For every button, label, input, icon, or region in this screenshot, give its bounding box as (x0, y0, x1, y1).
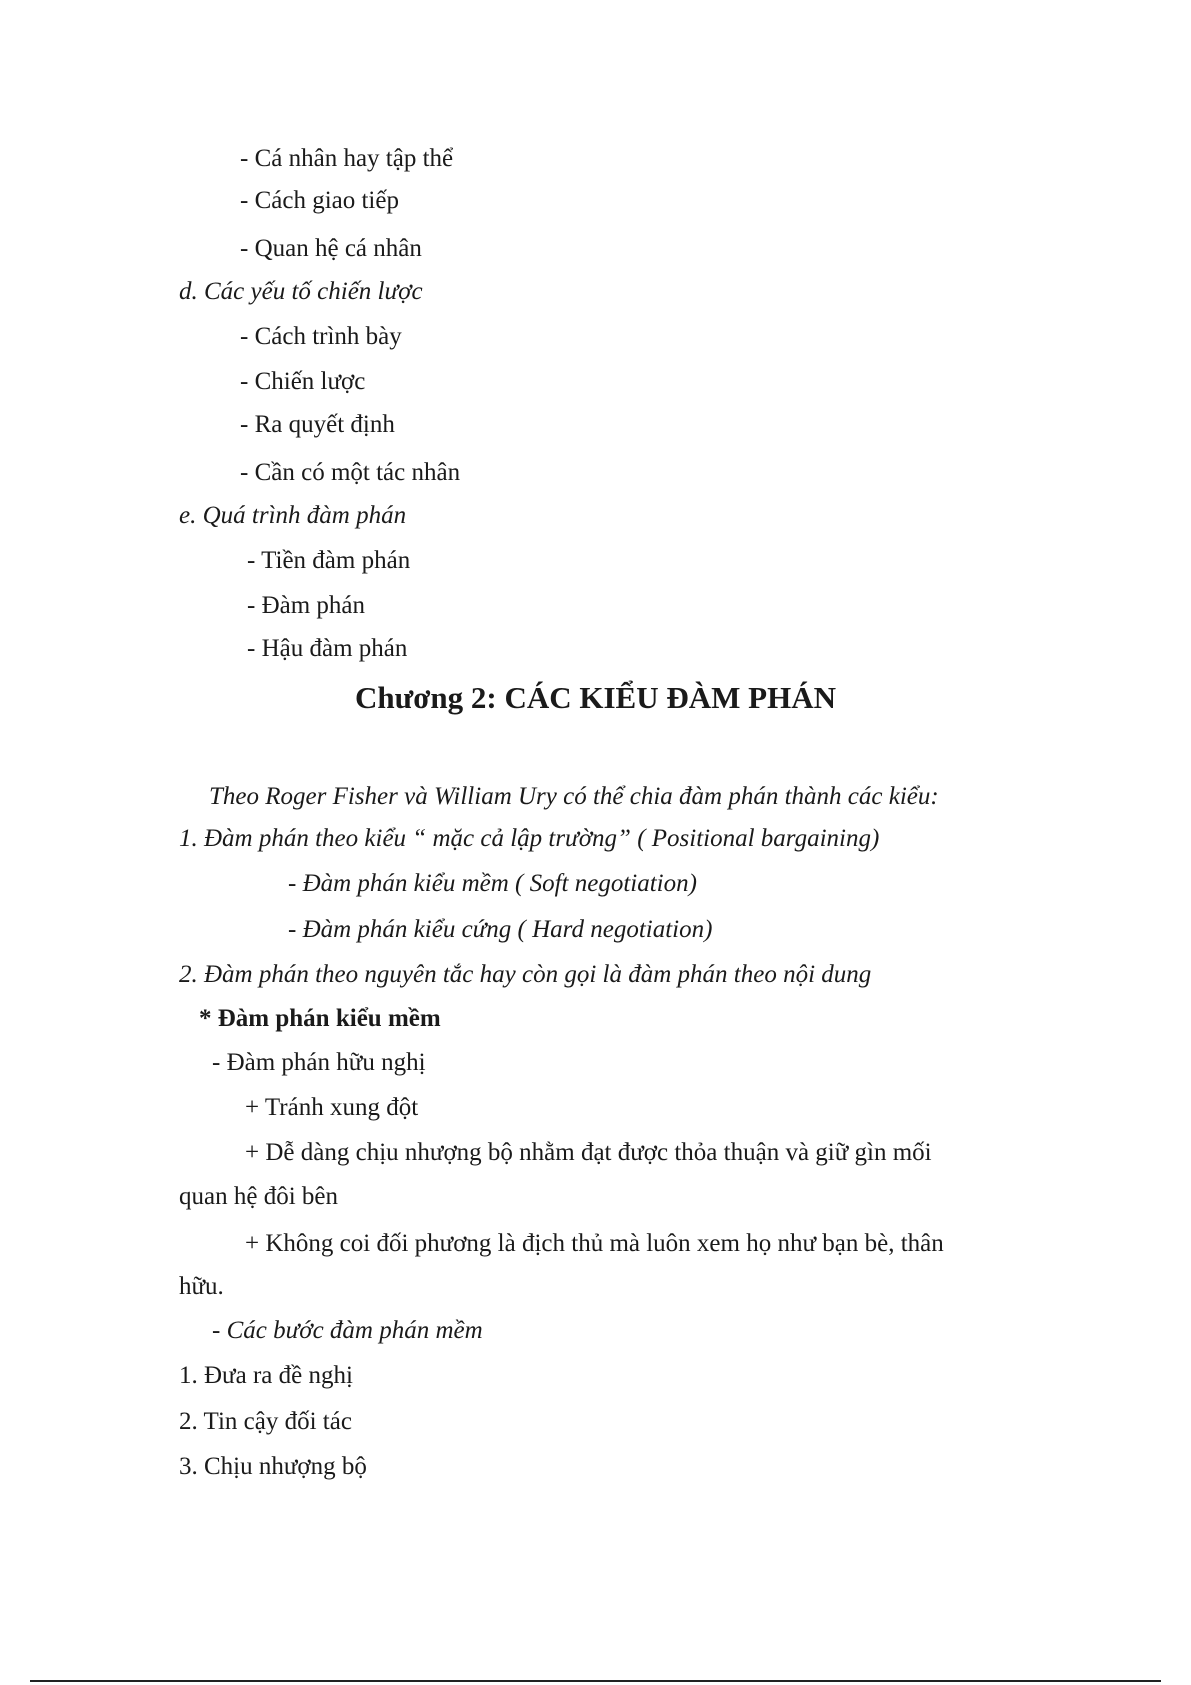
page-bottom-rule (30, 1680, 1161, 1682)
bold-heading: * Đàm phán kiểu mềm (199, 1005, 441, 1032)
list-item: - Cá nhân hay tập thể (240, 145, 454, 172)
list-item: - Đàm phán kiểu mềm ( Soft negotiation) (288, 870, 697, 897)
list-item: - Đàm phán hữu nghị (212, 1049, 426, 1076)
list-item: - Cách trình bày (240, 323, 402, 350)
numbered-heading: 2. Đàm phán theo nguyên tắc hay còn gọi là đàm phán theo nội dung (179, 961, 872, 988)
list-item: - Tiền đàm phán (247, 547, 411, 574)
list-item-continuation: hữu. (179, 1273, 224, 1300)
subsection-heading: d. Các yếu tố chiến lược (179, 278, 423, 305)
list-item: - Cần có một tác nhân (240, 459, 461, 486)
paragraph: Theo Roger Fisher và William Ury có thể chia đàm phán thành các kiểu: (209, 783, 939, 810)
numbered-heading: 1. Đàm phán theo kiểu “ mặc cả lập trường” ( Positional bargaining) (179, 825, 880, 852)
list-item: - Quan hệ cá nhân (240, 235, 422, 262)
subsection-heading: - Các bước đàm phán mềm (212, 1317, 483, 1344)
numbered-item: 1. Đưa ra đề nghị (179, 1362, 353, 1389)
numbered-item: 2. Tin cậy đối tác (179, 1408, 352, 1435)
list-item-continuation: quan hệ đôi bên (179, 1183, 338, 1210)
subsection-heading: e. Quá trình đàm phán (179, 502, 407, 529)
list-item: - Chiến lược (240, 368, 366, 395)
list-item: - Ra quyết định (240, 411, 395, 438)
list-item: + Dễ dàng chịu nhượng bộ nhằm đạt được thỏa thuận và giữ gìn mối (245, 1139, 932, 1166)
numbered-item: 3. Chịu nhượng bộ (179, 1453, 367, 1480)
list-item: - Đàm phán kiểu cứng ( Hard negotiation) (288, 916, 713, 943)
list-item: + Không coi đối phương là địch thủ mà luôn xem họ như bạn bè, thân (245, 1230, 944, 1257)
list-item: - Hậu đàm phán (247, 635, 408, 662)
list-item: - Cách giao tiếp (240, 187, 399, 214)
list-item: - Đàm phán (247, 592, 366, 619)
chapter-title: Chương 2: CÁC KIỂU ĐÀM PHÁN (355, 680, 836, 715)
list-item: + Tránh xung đột (245, 1094, 419, 1121)
